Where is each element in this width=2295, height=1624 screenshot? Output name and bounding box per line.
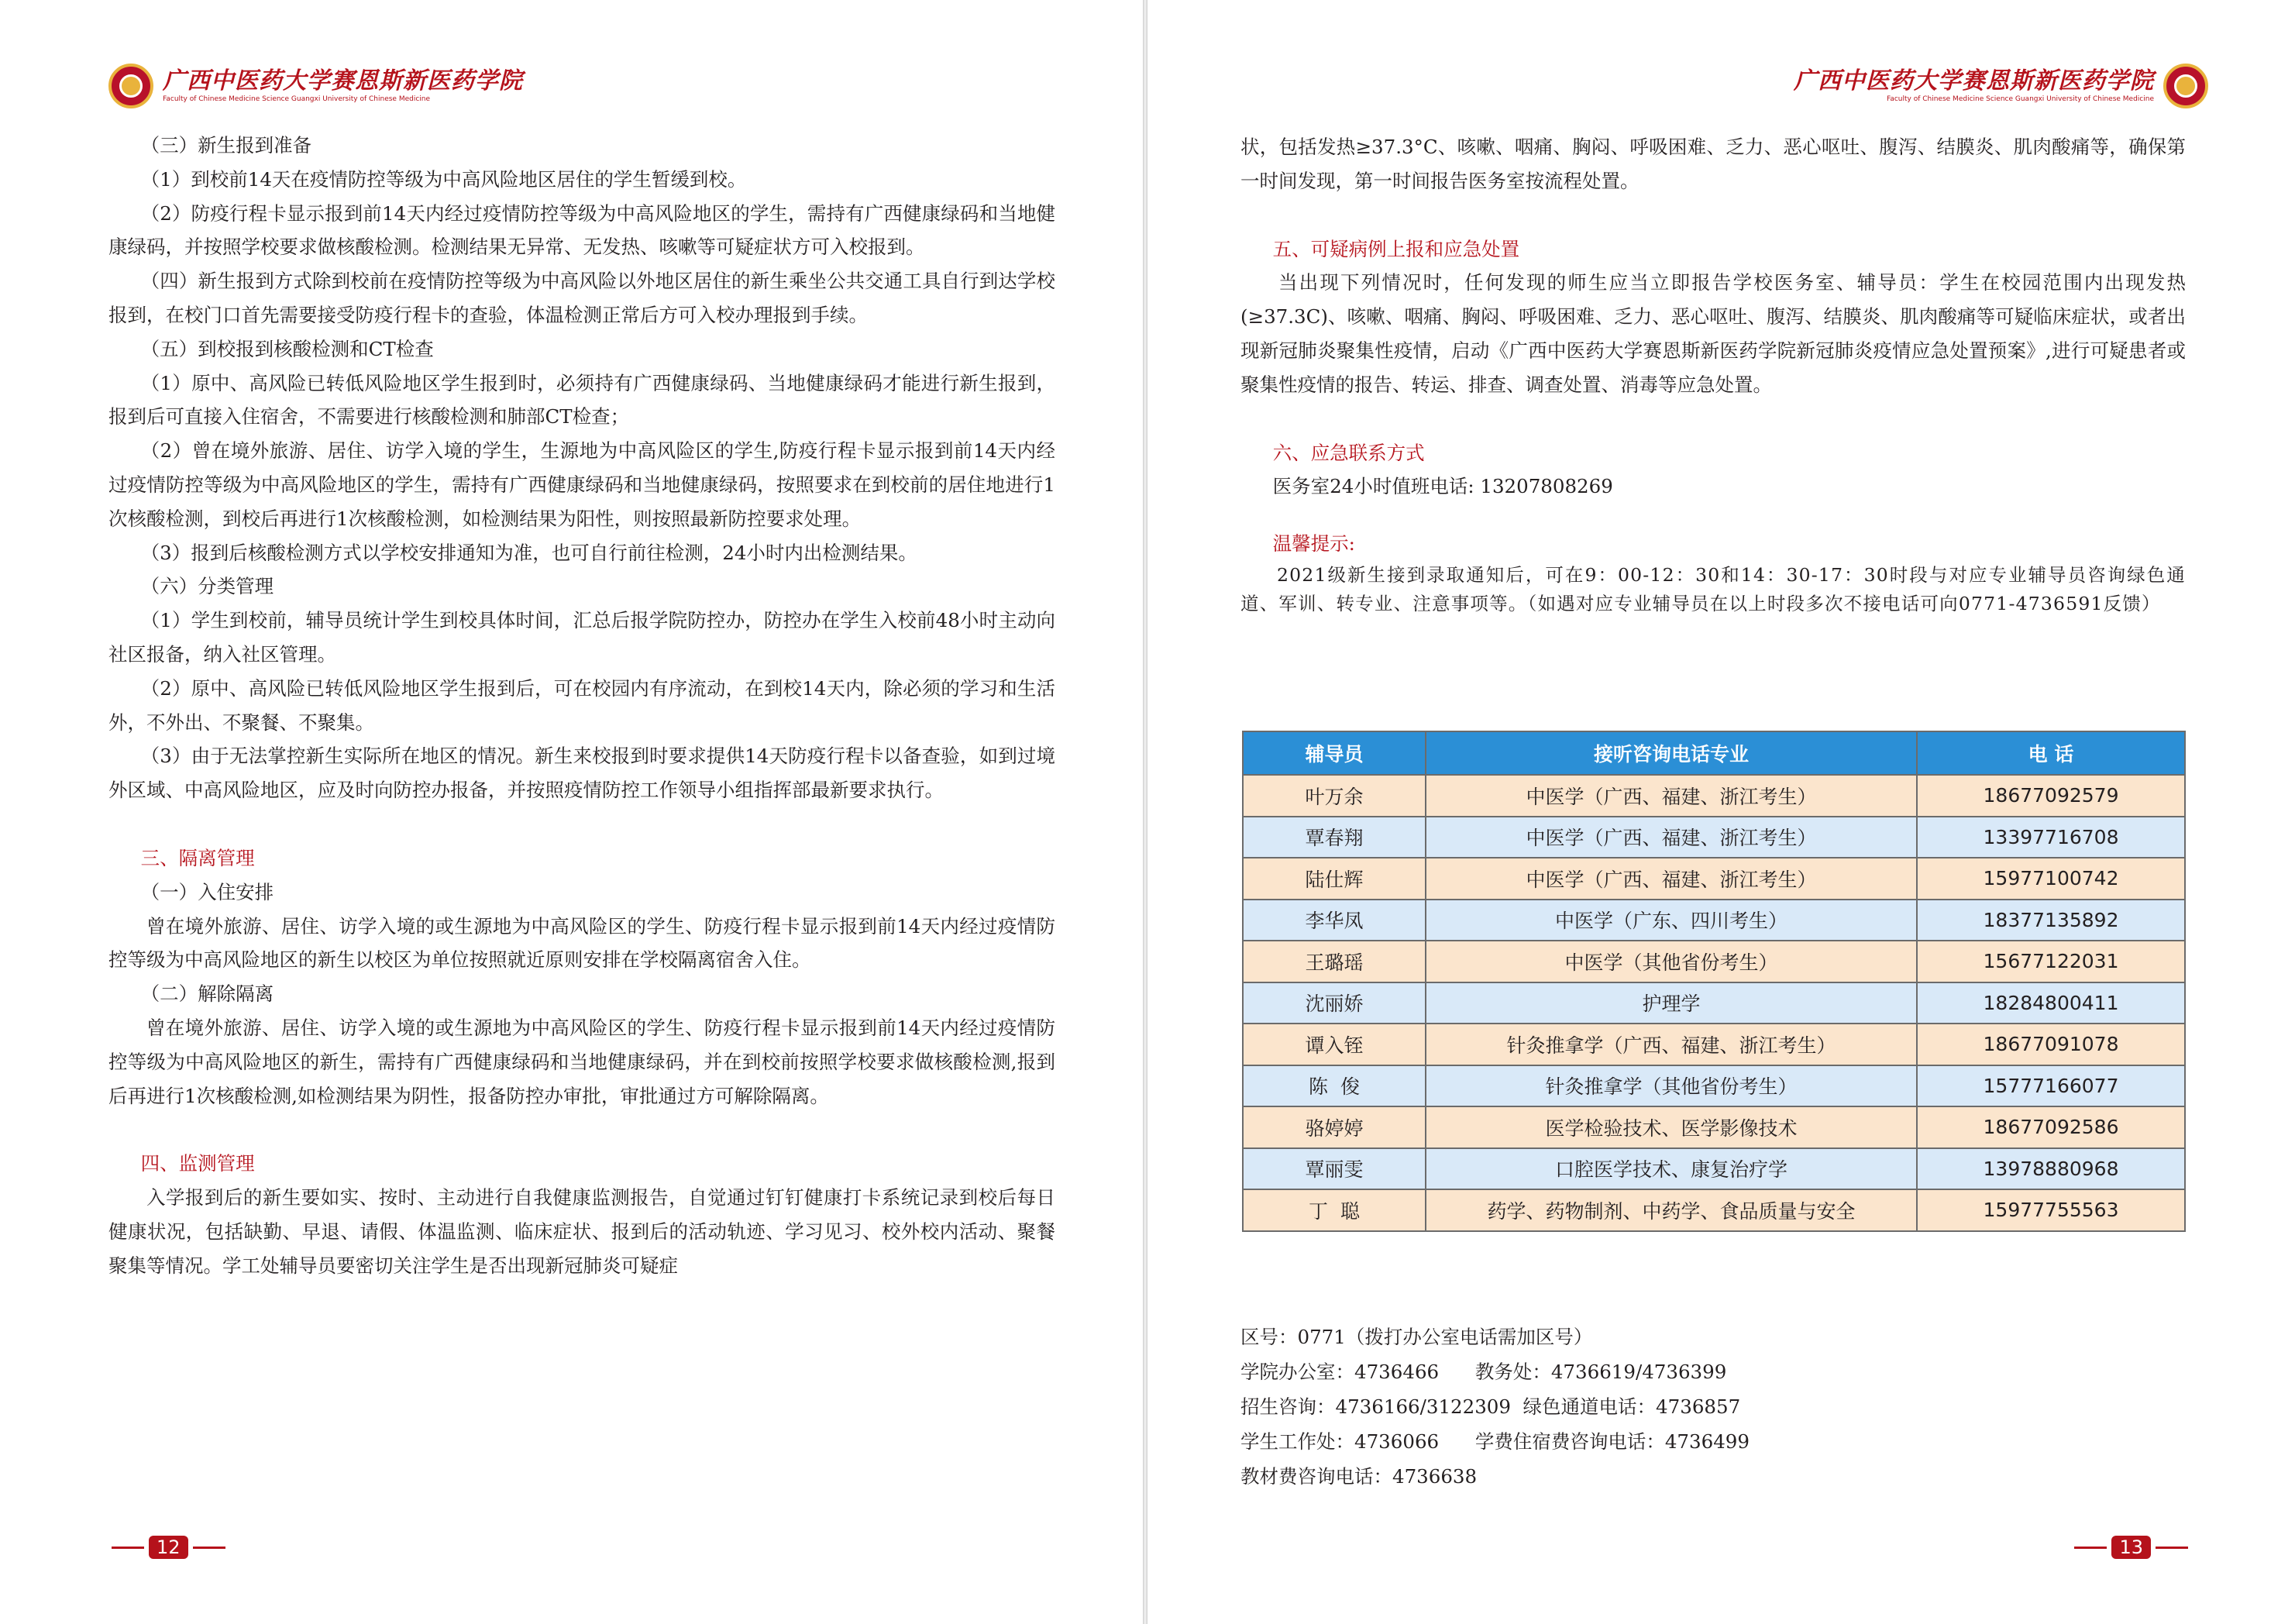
header-right <box>1794 64 2208 108</box>
counselor-name: 覃丽雯 <box>1243 1148 1426 1190</box>
paragraph: 曾在境外旅游、居住、访学入境的或生源地为中高风险区的学生、防疫行程卡显示报到前14天内经过疫情防控等级为中高风险地区的新生，需持有广西健康绿码和当地健康绿码，并在到校前按照学校要求做核酸检测,报到后再进行1次核酸检测,如检测结果为阴性，报备防控办审批，审批通过方可解除隔离。 <box>108 1016 1055 1107</box>
paragraph: （3）报到后核酸检测方式以学校安排通知为准，也可自行前往检测，24小时内出检测结果。 <box>140 541 917 564</box>
right-body <box>1240 130 2186 618</box>
page-number: 12 <box>149 1536 188 1559</box>
paragraph: （2）防疫行程卡显示报到前14天内经过疫情防控等级为中高风险地区的学生，需持有广西健康绿码和当地健康绿码，并按照学校要求做核酸检测。检测结果无异常、无发热、咳嗽等可疑症状方可入校报到。 <box>108 201 1055 259</box>
table-body <box>1243 775 2185 1231</box>
consult-major: 中医学（广西、福建、浙江考生） <box>1426 858 1917 900</box>
paragraph: （五）到校报到核酸检测和CT检查 <box>140 337 434 360</box>
table-row <box>1243 1065 2185 1107</box>
table-header: 辅导员 <box>1243 731 1426 775</box>
phone-number: 15977755563 <box>1917 1189 2185 1231</box>
paragraph: （四）新生报到方式除到校前在疫情防控等级为中高风险以外地区居住的新生乘坐公共交通工具自行到达学校报到，在校门口首先需要接受防疫行程卡的查验，体温检测正常后方可入校办理报到手续。 <box>108 270 1055 326</box>
consult-major: 口腔医学技术、康复治疗学 <box>1426 1148 1917 1190</box>
table-row <box>1243 1189 2185 1231</box>
right-page <box>1148 0 2295 1624</box>
table-header: 电 话 <box>1917 731 2185 775</box>
paragraph: 曾在境外旅游、居住、访学入境的或生源地为中高风险区的学生、防疫行程卡显示报到前14天内经过疫情防控等级为中高风险地区的新生以校区为单位按照就近原则安排在学校隔离宿舍入住。 <box>108 914 1055 972</box>
contact-line: 招生咨询：4736166/3122309 绿色通道电话：4736857 <box>1240 1395 1741 1418</box>
page-number-right <box>2074 1536 2188 1559</box>
contact-line: 教材费咨询电话：4736638 <box>1240 1465 1478 1488</box>
consult-major: 医学检验技术、医学影像技术 <box>1426 1106 1917 1148</box>
counselor-name: 王璐瑶 <box>1243 941 1426 982</box>
paragraph: 入学报到后的新生要如实、按时、主动进行自我健康监测报告，自觉通过钉钉健康打卡系统记录到校后每日健康状况，包括缺勤、早退、请假、体温监测、临床症状、报到后的活动轨迹、学习见习、校外校内活动、聚餐聚集等情况。学工处辅导员要密切关注学生是否出现新冠肺炎可疑症 <box>108 1186 1055 1277</box>
consult-major: 护理学 <box>1426 982 1917 1024</box>
university-logo <box>2163 64 2208 108</box>
consult-major: 中医学（广西、福建、浙江考生） <box>1426 817 1917 858</box>
phone-number: 18677091078 <box>1917 1024 2185 1065</box>
counselor-name: 丁 聪 <box>1243 1189 1426 1231</box>
phone-number: 18677092586 <box>1917 1106 2185 1148</box>
table-row <box>1243 941 2185 982</box>
table-row <box>1243 775 2185 817</box>
consult-major: 药学、药物制剂、中药学、食品质量与安全 <box>1426 1189 1917 1231</box>
phone-number: 18284800411 <box>1917 982 2185 1024</box>
phone-number: 18677092579 <box>1917 775 2185 817</box>
paragraph: （2）原中、高风险已转低风险地区学生报到后，可在校园内有序流动，在到校14天内，除必须的学习和生活外，不外出、不聚餐、不聚集。 <box>108 676 1055 734</box>
phone-number: 15777166077 <box>1917 1065 2185 1107</box>
header-title: 广西中医药大学赛恩斯新医药学院 <box>1794 67 2154 95</box>
counselor-name: 覃春翔 <box>1243 817 1426 858</box>
counselor-name: 陆仕辉 <box>1243 858 1426 900</box>
paragraph: （1）到校前14天在疫情防控等级为中高风险地区居住的学生暂缓到校。 <box>140 167 747 191</box>
consult-major: 中医学（广东、四川考生） <box>1426 900 1917 941</box>
contact-line: 区号：0771（拨打办公室电话需加区号） <box>1240 1326 1593 1348</box>
tip-title: 温馨提示: <box>1272 532 1355 556</box>
left-page <box>0 0 1143 1624</box>
contact-line: 学院办公室：4736466 教务处：4736619/4736399 <box>1240 1361 1727 1383</box>
table-row <box>1243 1148 2185 1190</box>
header-title: 广西中医药大学赛恩斯新医药学院 <box>163 67 523 95</box>
consult-major: 中医学（广西、福建、浙江考生） <box>1426 775 1917 817</box>
table-row <box>1243 1106 2185 1148</box>
table-row <box>1243 858 2185 900</box>
section-heading: 六、应急联系方式 <box>1272 441 1425 464</box>
contacts-block <box>1240 1320 2186 1494</box>
consult-major: 针灸推拿学（广西、福建、浙江考生） <box>1426 1024 1917 1065</box>
tip-body: 2021级新生接到录取通知后，可在9：00-12：30和14：30-17：30时段与对应专业辅导员咨询绿色通道、军训、转专业、注意事项等。（如遇对应专业辅导员在以上时段多次不接电话可向0771-4736591反馈） <box>1240 563 2186 614</box>
left-body <box>108 129 1055 1283</box>
consult-major: 中医学（其他省份考生） <box>1426 941 1917 982</box>
table-row <box>1243 817 2185 858</box>
university-logo <box>108 64 153 108</box>
paragraph: （一）入住安排 <box>140 880 274 903</box>
section-heading: 五、可疑病例上报和应急处置 <box>1272 237 1520 260</box>
phone-number: 15677122031 <box>1917 941 2185 982</box>
counselor-name: 李华凤 <box>1243 900 1426 941</box>
paragraph: 状，包括发热≥37.3°C、咳嗽、咽痛、胸闷、呼吸困难、乏力、恶心呕吐、腹泻、结膜炎、肌肉酸痛等，确保第一时间发现，第一时间报告医务室按流程处置。 <box>1240 136 2186 192</box>
table-header: 接听咨询电话专业 <box>1426 731 1917 775</box>
table-row <box>1243 982 2185 1024</box>
header-subtitle: Faculty of Chinese Medicine Science Guangxi University of Chinese Medicine <box>163 95 431 103</box>
counselor-name: 谭入铚 <box>1243 1024 1426 1065</box>
paragraph: （三）新生报到准备 <box>140 134 312 157</box>
header-left <box>108 64 523 108</box>
counselor-name: 沈丽娇 <box>1243 982 1426 1024</box>
section-heading: 四、监测管理 <box>140 1152 255 1175</box>
counselor-name: 叶万余 <box>1243 775 1426 817</box>
page-number-left <box>112 1536 225 1559</box>
paragraph: （3）由于无法掌控新生实际所在地区的情况。新生来校报到时要求提供14天防疫行程卡以备查验，如到过境外区域、中高风险地区，应及时向防控办报备，并按照疫情防控工作领导小组指挥部最新要求执行。 <box>108 745 1055 802</box>
table-row <box>1243 900 2185 941</box>
paragraph: （1）学生到校前，辅导员统计学生到校具体时间，汇总后报学院防控办，防控办在学生入校前48小时主动向社区报备，纳入社区管理。 <box>108 609 1055 666</box>
phone-number: 13978880968 <box>1917 1148 2185 1190</box>
counselor-name: 骆婷婷 <box>1243 1106 1426 1148</box>
section-heading: 三、隔离管理 <box>140 846 255 869</box>
phone-number: 18377135892 <box>1917 900 2185 941</box>
phone-number: 15977100742 <box>1917 858 2185 900</box>
paragraph: （二）解除隔离 <box>140 982 274 1006</box>
counselor-name: 陈 俊 <box>1243 1065 1426 1107</box>
table-row <box>1243 1024 2185 1065</box>
paragraph: 当出现下列情况时，任何发现的师生应当立即报告学校医务室、辅导员：学生在校园范围内出现发热(≥37.3C)、咳嗽、咽痛、胸闷、呼吸困难、乏力、恶心呕吐、腹泻、结膜炎、肌肉酸痛等可疑临床症状，或者出现新冠肺炎聚集性疫情，启动《广西中医药大学赛恩斯新医药学院新冠肺炎疫情应急处置预案》,进行可疑患者或聚集性疫情的报告、转运、排查、调查处置、消毒等应急处置。 <box>1240 271 2186 396</box>
paragraph: （1）原中、高风险已转低风险地区学生报到时，必须持有广西健康绿码、当地健康绿码才能进行新生报到，报到后可直接入住宿舍，不需要进行核酸检测和肺部CT检查； <box>108 371 1055 428</box>
contact-line: 学生工作处：4736066 学费住宿费咨询电话：4736499 <box>1240 1430 1750 1453</box>
page-number: 13 <box>2111 1536 2151 1559</box>
counselor-table <box>1242 731 2186 1232</box>
paragraph: （六）分类管理 <box>140 575 274 598</box>
emergency-phone: 医务室24小时值班电话: 13207808269 <box>1272 475 1613 498</box>
paragraph: （2）曾在境外旅游、居住、访学入境的学生，生源地为中高风险区的学生,防疫行程卡显示报到前14天内经过疫情防控等级为中高风险地区的学生，需持有广西健康绿码和当地健康绿码，按照要求在到校前的居住地进行1次核酸检测，到校后再进行1次核酸检测，如检测结果为阳性，则按照最新防控要求处理。 <box>108 439 1055 530</box>
header-subtitle: Faculty of Chinese Medicine Science Guangxi University of Chinese Medicine <box>1886 95 2154 103</box>
consult-major: 针灸推拿学（其他省份考生） <box>1426 1065 1917 1107</box>
phone-number: 13397716708 <box>1917 817 2185 858</box>
